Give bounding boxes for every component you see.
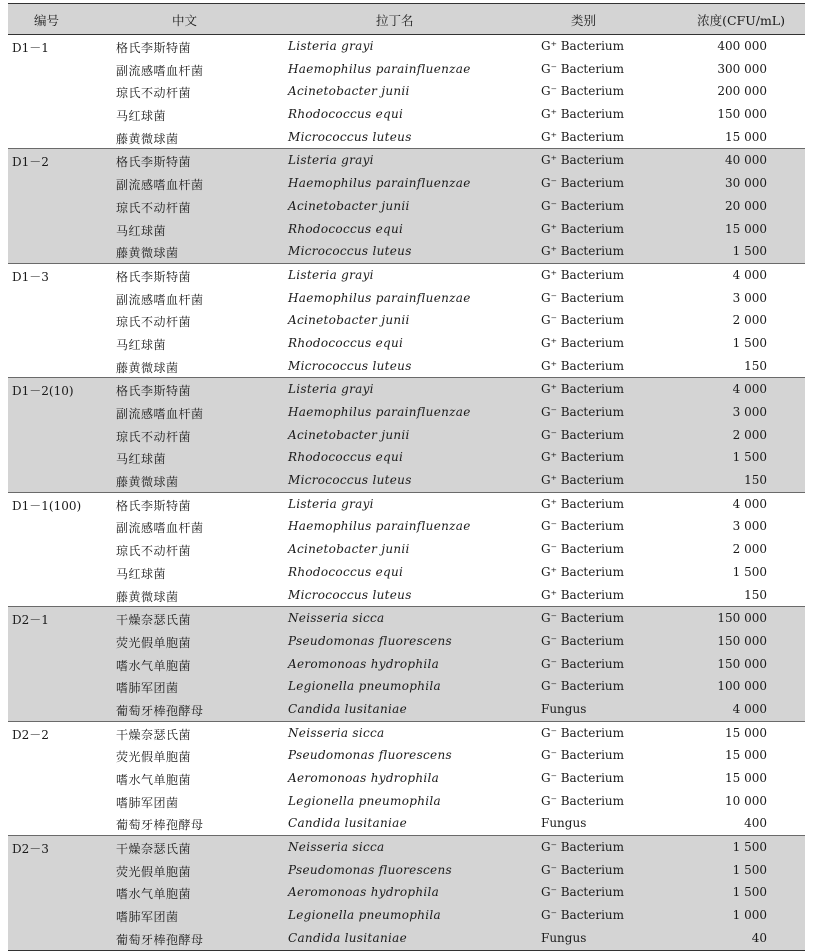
concentration: 15 000 [725,771,767,785]
table-row [8,744,805,767]
latin-name: Listeria grayi [288,153,374,168]
organism-type: G⁺ Bacterium [541,221,625,236]
table-row [8,722,805,745]
chinese-name: 副流感嗜血杆菌 [116,407,204,421]
concentration: 15 000 [725,221,767,236]
concentration: 150 [744,587,767,602]
concentration: 1 500 [732,564,767,579]
concentration: 1 000 [732,908,767,923]
table-row [8,630,805,653]
latin-name: Rhodococcus equi [288,335,404,350]
sample-code: D1－3 [12,269,49,284]
organism-type: G⁻ Bacterium [541,862,625,877]
latin-name: Neisseria sicca [288,725,385,740]
latin-name: Pseudomonas fluorescens [288,862,452,877]
chinese-name: 葡萄牙棒孢酵母 [116,818,204,833]
table-row [8,607,805,630]
chinese-name: 藤黄微球菌 [116,589,179,604]
latin-name: Listeria grayi [288,382,374,397]
header-latin: 拉丁名 [376,13,414,28]
table-row [8,584,805,607]
table-row [8,927,805,950]
sample-group [8,35,805,149]
concentration: 150 [744,358,767,373]
table-row [8,561,805,584]
concentration: 3 000 [732,405,767,419]
sample-group [8,149,805,263]
concentration: 40 [751,930,767,945]
latin-name: Candida lusitaniae [288,816,407,831]
table-row [8,332,805,355]
chinese-name: 荧光假单胞菌 [116,750,192,765]
chinese-name: 格氏李斯特菌 [116,269,192,284]
latin-name: Acinetobacter junii [288,542,410,557]
latin-name: Neisseria sicca [288,840,385,855]
chinese-name: 格氏李斯特菌 [116,155,192,170]
chinese-name: 嗜水气单胞菌 [116,773,192,787]
concentration: 15 000 [725,725,767,740]
latin-name: Aeromonoas hydrophila [288,656,440,671]
table-row [8,698,805,721]
strain-table [8,3,805,951]
table-row [8,469,805,492]
chinese-name: 嗜肺军团菌 [116,681,179,696]
concentration: 4 000 [732,496,767,511]
organism-type: G⁻ Bacterium [541,405,625,419]
sample-code: D1－1(100) [12,498,82,513]
header-chinese: 中文 [172,13,198,28]
table-row [8,790,805,813]
concentration: 40 000 [725,153,767,168]
organism-type: G⁺ Bacterium [541,382,625,397]
latin-name: Listeria grayi [288,267,374,282]
latin-name: Haemophilus parainfluenzae [288,176,471,191]
concentration: 4 000 [732,267,767,282]
concentration: 400 [744,816,767,831]
table-row [8,195,805,218]
organism-type: G⁻ Bacterium [541,748,625,763]
latin-name: Listeria grayi [288,39,374,53]
chinese-name: 格氏李斯特菌 [116,384,192,399]
chinese-name: 副流感嗜血杆菌 [116,178,204,193]
chinese-name: 葡萄牙棒孢酵母 [116,932,204,947]
sample-code: D2－2 [12,727,49,742]
table-row [8,424,805,447]
latin-name: Pseudomonas fluorescens [288,633,452,648]
header-code: 编号 [34,13,60,28]
table-row [8,35,805,58]
organism-type: G⁻ Bacterium [541,542,625,557]
table-row [8,149,805,172]
latin-name: Pseudomonas fluorescens [288,748,452,763]
concentration: 1 500 [732,335,767,350]
latin-name: Micrococcus luteus [288,358,412,373]
concentration: 2 000 [732,542,767,557]
concentration: 150 000 [717,611,767,626]
chinese-name: 马红球菌 [116,337,167,352]
latin-name: Legionella pneumophila [288,679,441,694]
chinese-name: 藤黄微球菌 [116,246,179,261]
chinese-name: 藤黄微球菌 [116,131,179,146]
table-row [8,58,805,81]
sample-group [8,378,805,492]
concentration: 2 000 [732,427,767,442]
sample-code: D1－2(10) [12,384,74,399]
concentration: 15 000 [725,129,767,144]
table-row [8,767,805,790]
chinese-name: 琼氏不动杆菌 [116,315,192,330]
organism-type: G⁻ Bacterium [541,519,625,534]
table-row [8,378,805,401]
chinese-name: 荧光假单胞菌 [116,864,192,879]
chinese-name: 藤黄微球菌 [116,360,179,375]
organism-type: G⁺ Bacterium [541,129,625,144]
table-row [8,836,805,859]
organism-type: G⁻ Bacterium [541,725,625,740]
latin-name: Micrococcus luteus [288,473,412,488]
organism-type: G⁺ Bacterium [541,496,625,511]
concentration: 3 000 [732,519,767,534]
organism-type: G⁻ Bacterium [541,198,625,213]
organism-type: G⁺ Bacterium [541,450,625,465]
table-row [8,653,805,676]
concentration: 400 000 [717,39,767,53]
table-row [8,859,805,882]
sample-group [8,722,805,836]
organism-type: G⁺ Bacterium [541,267,625,282]
chinese-name: 嗜水气单胞菌 [116,658,192,673]
organism-type: G⁻ Bacterium [541,611,625,626]
latin-name: Acinetobacter junii [288,84,410,99]
concentration: 1 500 [732,244,767,259]
sample-group [8,264,805,378]
sample-code: D1－2 [12,155,49,170]
chinese-name: 琼氏不动杆菌 [116,544,192,559]
concentration: 150 [744,473,767,488]
chinese-name: 干燥奈瑟氏菌 [116,842,192,857]
chinese-name: 干燥奈瑟氏菌 [116,727,192,742]
header-concentration: 浓度(CFU/mL) [697,13,785,28]
table-row [8,515,805,538]
organism-type: G⁻ Bacterium [541,313,625,328]
table-row [8,126,805,149]
concentration: 3 000 [732,290,767,305]
organism-type: G⁻ Bacterium [541,61,625,76]
table-row [8,287,805,310]
table-row [8,240,805,263]
chinese-name: 马红球菌 [116,452,167,467]
organism-type: G⁻ Bacterium [541,679,625,694]
concentration: 15 000 [725,748,767,763]
latin-name: Candida lusitaniae [288,701,407,716]
sample-group [8,493,805,607]
organism-type: G⁺ Bacterium [541,587,625,602]
organism-type: G⁻ Bacterium [541,885,625,900]
organism-type: G⁻ Bacterium [541,656,625,671]
concentration: 4 000 [732,382,767,397]
concentration: 200 000 [717,84,767,99]
organism-type: G⁻ Bacterium [541,427,625,442]
chinese-name: 嗜肺军团菌 [116,795,179,810]
latin-name: Neisseria sicca [288,611,385,626]
latin-name: Aeromonoas hydrophila [288,885,440,900]
sample-code: D2－3 [12,842,49,857]
organism-type: G⁻ Bacterium [541,771,625,785]
organism-type: G⁻ Bacterium [541,84,625,99]
chinese-name: 副流感嗜血杆菌 [116,521,204,536]
sample-group [8,836,805,950]
organism-type: G⁺ Bacterium [541,358,625,373]
organism-type: G⁻ Bacterium [541,176,625,191]
table-row [8,401,805,424]
concentration: 150 000 [717,633,767,648]
latin-name: Rhodococcus equi [288,564,404,579]
concentration: 20 000 [725,198,767,213]
concentration: 300 000 [717,61,767,76]
table-row [8,812,805,835]
latin-name: Micrococcus luteus [288,129,412,144]
table-row [8,264,805,287]
concentration: 150 000 [717,107,767,122]
latin-name: Candida lusitaniae [288,930,407,945]
organism-type: G⁻ Bacterium [541,908,625,923]
sample-code: D2－1 [12,613,49,628]
latin-name: Micrococcus luteus [288,244,412,259]
organism-type: G⁺ Bacterium [541,564,625,579]
latin-name: Haemophilus parainfluenzae [288,519,471,534]
latin-name: Rhodococcus equi [288,221,404,236]
table-row [8,355,805,378]
organism-type: Fungus [541,930,587,945]
table-row [8,218,805,241]
table-body [8,35,805,951]
chinese-name: 副流感嗜血杆菌 [116,292,204,307]
organism-type: G⁺ Bacterium [541,153,625,168]
latin-name: Haemophilus parainfluenzae [288,405,471,419]
chinese-name: 干燥奈瑟氏菌 [116,613,192,628]
latin-name: Rhodococcus equi [288,107,404,122]
chinese-name: 马红球菌 [116,566,167,581]
chinese-name: 嗜水气单胞菌 [116,887,192,902]
organism-type: G⁻ Bacterium [541,793,625,808]
latin-name: Rhodococcus equi [288,450,404,465]
chinese-name: 格氏李斯特菌 [116,41,192,55]
organism-type: G⁺ Bacterium [541,473,625,488]
organism-type: G⁺ Bacterium [541,107,625,122]
chinese-name: 马红球菌 [116,109,167,124]
table-row [8,493,805,516]
chinese-name: 琼氏不动杆菌 [116,429,192,444]
chinese-name: 荧光假单胞菌 [116,635,192,650]
chinese-name: 副流感嗜血杆菌 [116,63,204,78]
concentration: 100 000 [717,679,767,694]
header-type: 类别 [571,13,597,28]
table-row [8,538,805,561]
chinese-name: 嗜肺军团菌 [116,910,179,925]
table-row [8,881,805,904]
chinese-name: 琼氏不动杆菌 [116,86,192,101]
concentration: 1 500 [732,885,767,900]
latin-name: Acinetobacter junii [288,313,410,328]
table-row [8,446,805,469]
latin-name: Haemophilus parainfluenzae [288,61,471,76]
chinese-name: 藤黄微球菌 [116,475,179,490]
table-row [8,80,805,103]
concentration: 10 000 [725,793,767,808]
organism-type: G⁻ Bacterium [541,633,625,648]
concentration: 1 500 [732,450,767,465]
latin-name: Aeromonoas hydrophila [288,771,440,785]
concentration: 1 500 [732,862,767,877]
latin-name: Legionella pneumophila [288,908,441,923]
chinese-name: 葡萄牙棒孢酵母 [116,703,204,718]
organism-type: Fungus [541,701,587,716]
table-header [8,3,805,35]
table-row [8,103,805,126]
concentration: 2 000 [732,313,767,328]
latin-name: Acinetobacter junii [288,427,410,442]
table-row [8,904,805,927]
latin-name: Acinetobacter junii [288,198,410,213]
latin-name: Haemophilus parainfluenzae [288,290,471,305]
concentration: 150 000 [717,656,767,671]
latin-name: Micrococcus luteus [288,587,412,602]
concentration: 1 500 [732,840,767,855]
sample-group [8,607,805,721]
chinese-name: 马红球菌 [116,223,167,238]
table-row [8,172,805,195]
table-row [8,675,805,698]
organism-type: G⁺ Bacterium [541,244,625,259]
chinese-name: 琼氏不动杆菌 [116,200,192,215]
latin-name: Legionella pneumophila [288,793,441,808]
concentration: 30 000 [725,176,767,191]
table-row [8,309,805,332]
organism-type: Fungus [541,816,587,831]
concentration: 4 000 [732,701,767,716]
chinese-name: 格氏李斯特菌 [116,498,192,513]
sample-code: D1－1 [12,41,49,55]
latin-name: Listeria grayi [288,496,374,511]
organism-type: G⁺ Bacterium [541,335,625,350]
organism-type: G⁻ Bacterium [541,290,625,305]
organism-type: G⁻ Bacterium [541,840,625,855]
organism-type: G⁺ Bacterium [541,39,625,53]
